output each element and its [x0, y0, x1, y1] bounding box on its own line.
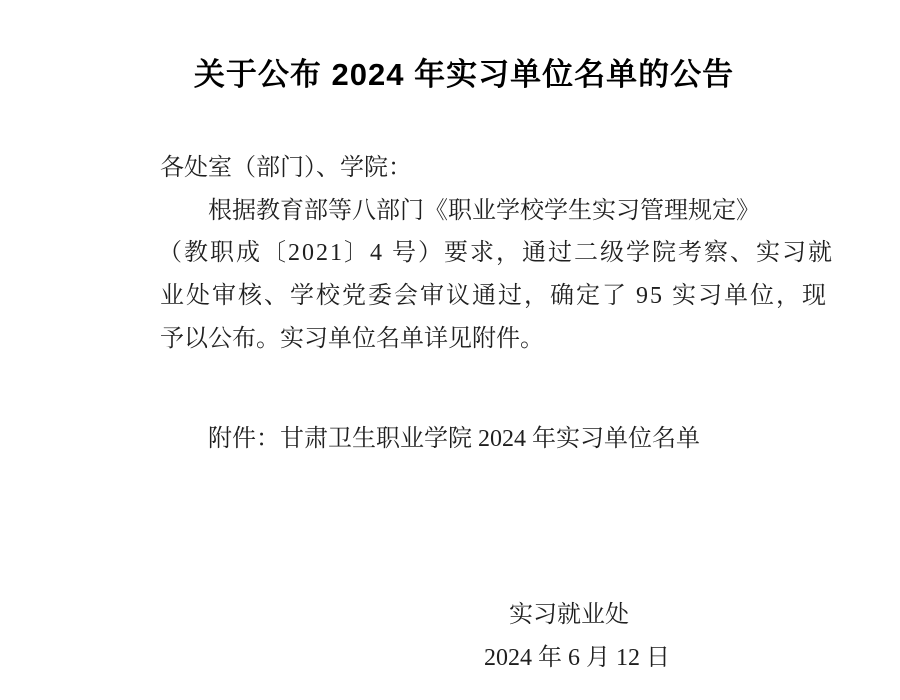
signature-date: 2024 年 6 月 12 日 [484, 645, 670, 671]
salutation-line: 各处室（部门）、学院： [160, 155, 412, 181]
body-paragraph-line: 业处审核、学校党委会审议通过，确定了 95 实习单位，现 [160, 283, 828, 309]
body-paragraph-line: 根据教育部等八部门《职业学校学生实习管理规定》 [208, 198, 760, 224]
body-paragraph-line: （教职成〔2021〕4 号）要求，通过二级学院考察、实习就 [158, 240, 834, 266]
body-paragraph-line: 予以公布。实习单位名单详见附件。 [160, 326, 544, 352]
attachment-reference-line: 附件：甘肃卫生职业学院 2024 年实习单位名单 [208, 426, 700, 452]
signature-department: 实习就业处 [509, 602, 629, 628]
document-title: 关于公布 2024 年实习单位名单的公告 [193, 57, 735, 92]
